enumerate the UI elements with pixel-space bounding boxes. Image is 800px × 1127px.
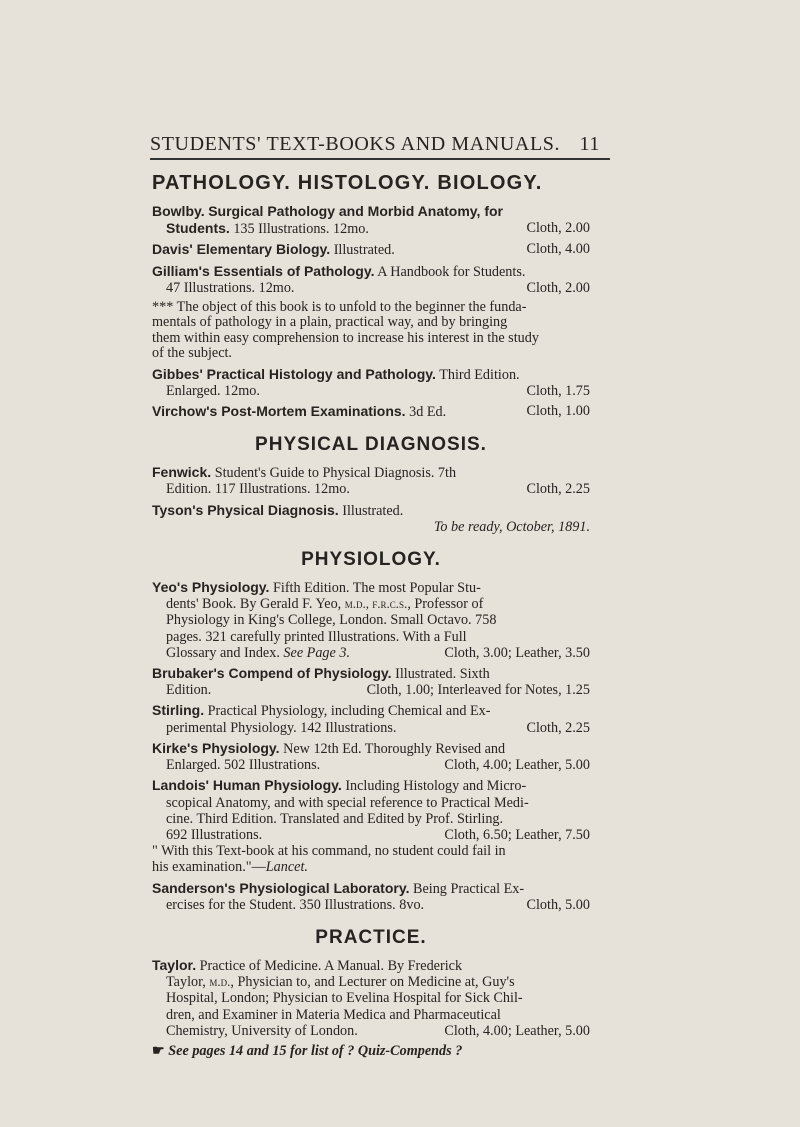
entry-details: Being Practical Ex- (413, 880, 525, 897)
entry-details: Enlarged. 12mo. (166, 382, 260, 399)
entry-ready-note: To be ready, October, 1891. (433, 518, 590, 535)
entry-price: Cloth, 1.75 (526, 382, 590, 399)
entry-kirke (152, 740, 590, 773)
entry-price: Cloth, 1.00 (526, 403, 590, 420)
entry-details: Third Edition. (439, 366, 520, 383)
entry-details: dents' Book. By Gerald F. Yeo, (166, 596, 345, 613)
entry-title: Davis' Elementary Biology. (152, 241, 331, 258)
entry-title: Practical Physiology, including Chemical and Ex- (207, 703, 491, 720)
entry-title-cont: Students. (166, 220, 230, 237)
entry-taylor (152, 957, 590, 1039)
review-quote: his examination."— (152, 859, 266, 876)
entry-davis (152, 241, 590, 258)
entry-details: Illustrated. (342, 502, 404, 519)
entry-landois (152, 777, 590, 875)
entry-details: Fifth Edition. The most Popular Stu- (273, 580, 481, 597)
entry-price: Cloth, 2.00 (526, 220, 590, 237)
entry-title: Kirke's Physiology. (152, 739, 280, 756)
entry-title: Sanderson's Physiological Laboratory. (152, 879, 410, 896)
entry-details: scopical Anatomy, and with special reference to Practical Medi- (166, 794, 529, 811)
entry-details: Glossary and Index. (166, 644, 284, 661)
entry-details: , Professor of (407, 596, 484, 613)
entry-brubaker (152, 665, 590, 698)
entry-details: 3d Ed. (409, 404, 447, 421)
entry-title: Brubaker's Compend of Physiology. (152, 665, 392, 682)
entry-stirling (152, 702, 590, 735)
entry-details: dren, and Examiner in Materia Medica and Pharmaceutical (166, 1006, 501, 1023)
entry-virchow (152, 403, 590, 420)
note-line: *** The object of this book is to unfold to the beginner the funda- (152, 299, 527, 316)
section-heading-practice: PRACTICE. (315, 926, 427, 948)
note-line: of the subject. (152, 345, 232, 362)
entry-bowlby (152, 203, 590, 237)
entry-price: Cloth, 3.00; Leather, 3.50 (444, 644, 590, 661)
entry-details: Chemistry, University of London. (166, 1022, 358, 1039)
footer-note-text: See pages 14 and 15 for list of ? Quiz-Compends ? (168, 1042, 463, 1059)
entry-details: Edition. (166, 682, 212, 699)
entry-details: perimental Physiology. 142 Illustrations. (166, 719, 397, 736)
running-head-title: STUDENTS' TEXT-BOOKS AND MANUALS. (150, 133, 561, 155)
entry-price: Cloth, 4.00 (526, 241, 590, 258)
running-head (150, 133, 600, 156)
entry-price: Cloth, 2.25 (526, 719, 590, 736)
entry-details: New 12th Ed. Thoroughly Revised and (283, 740, 506, 757)
entry-title: Gilliam's Essentials of Pathology. (152, 262, 375, 279)
entry-yeo (152, 579, 590, 661)
entry-details: Illustrated. (333, 242, 395, 259)
entry-title: Surgical Pathology and Morbid Anatomy, for (208, 203, 503, 219)
entry-title: Tyson's Physical Diagnosis. (152, 501, 339, 518)
note-line: them within easy comprehension to increase his interest in the study (152, 329, 539, 346)
entry-price: Cloth, 2.25 (526, 481, 590, 498)
entry-author: Taylor. (152, 956, 197, 973)
entry-title: Student's Guide to Physical Diagnosis. 7th (214, 465, 457, 482)
section-heading-physiology: PHYSIOLOGY. (301, 549, 441, 571)
entry-price: Cloth, 4.00; Leather, 5.00 (444, 757, 590, 774)
section-heading-diagnosis: PHYSICAL DIAGNOSIS. (255, 434, 487, 456)
entry-details: cine. Third Edition. Translated and Edited by Prof. Stirling. (166, 810, 504, 827)
entry-details: Enlarged. 502 Illustrations. (166, 757, 321, 774)
entry-details: Illustrated. Sixth (395, 666, 490, 683)
entry-author: Stirling. (152, 702, 205, 719)
entry-author: Bowlby. (152, 203, 205, 219)
entry-title: Landois' Human Physiology. (152, 777, 342, 794)
entry-details: 135 Illustrations. 12mo. (233, 221, 369, 238)
entry-title: Virchow's Post-Mortem Examinations. (152, 403, 406, 420)
entry-author: Fenwick. (152, 464, 212, 481)
entry-title: Yeo's Physiology. (152, 579, 270, 596)
entry-sanderson (152, 880, 590, 913)
review-quote: " With this Text-book at his command, no student could fail in (152, 843, 506, 860)
page-number: 11 (579, 133, 600, 155)
entry-degrees: m.d. (209, 974, 231, 990)
entry-price: Cloth, 1.00; Interleaved for Notes, 1.25 (366, 682, 590, 699)
entry-details: Taylor, (166, 974, 210, 991)
footer-note (152, 1043, 590, 1059)
entry-price: Cloth, 4.00; Leather, 5.00 (444, 1022, 590, 1039)
entry-details: Including Histology and Micro- (345, 778, 527, 795)
entry-gibbes (152, 366, 590, 399)
entry-details: 692 Illustrations. (166, 826, 263, 843)
entry-gilliam (152, 263, 590, 296)
entry-details: ercises for the Student. 350 Illustrations. 8vo. (166, 896, 425, 913)
entry-degrees: m.d., f.r.c.s. (344, 596, 408, 612)
entry-price: Cloth, 2.00 (526, 279, 590, 296)
entry-details: Edition. 117 Illustrations. 12mo. (166, 481, 350, 498)
entry-details: , Physician to, and Lecturer on Medicine at, Guy's (230, 974, 515, 991)
note-line: mentals of pathology in a plain, practical way, and by bringing (152, 314, 508, 331)
page-content (152, 172, 590, 1059)
entry-note-gilliam (152, 300, 590, 362)
entry-page-ref: See Page 3. (283, 644, 350, 661)
section-heading-pathology: PATHOLOGY. HISTOLOGY. BIOLOGY. (152, 172, 543, 194)
header-rule (150, 158, 610, 160)
entry-price: Cloth, 5.00 (526, 896, 590, 913)
entry-details: 47 Illustrations. 12mo. (166, 279, 295, 296)
entry-tyson (152, 502, 590, 535)
entry-title: Gibbes' Practical Histology and Pathology. (152, 365, 436, 382)
entry-details: pages. 321 carefully printed Illustrations. With a Full (166, 628, 467, 645)
entry-details: Physiology in King's College, London. Small Octavo. 758 (166, 612, 497, 629)
review-source: Lancet. (265, 859, 308, 876)
pointing-hand-icon: ☛ (152, 1042, 165, 1059)
entry-title: Practice of Medicine. A Manual. By Frederick (199, 957, 463, 974)
entry-details: Hospital, London; Physician to Evelina Hospital for Sick Chil- (166, 990, 523, 1007)
entry-price: Cloth, 6.50; Leather, 7.50 (444, 826, 590, 843)
entry-details: A Handbook for Students. (377, 263, 526, 280)
entry-fenwick (152, 464, 590, 497)
